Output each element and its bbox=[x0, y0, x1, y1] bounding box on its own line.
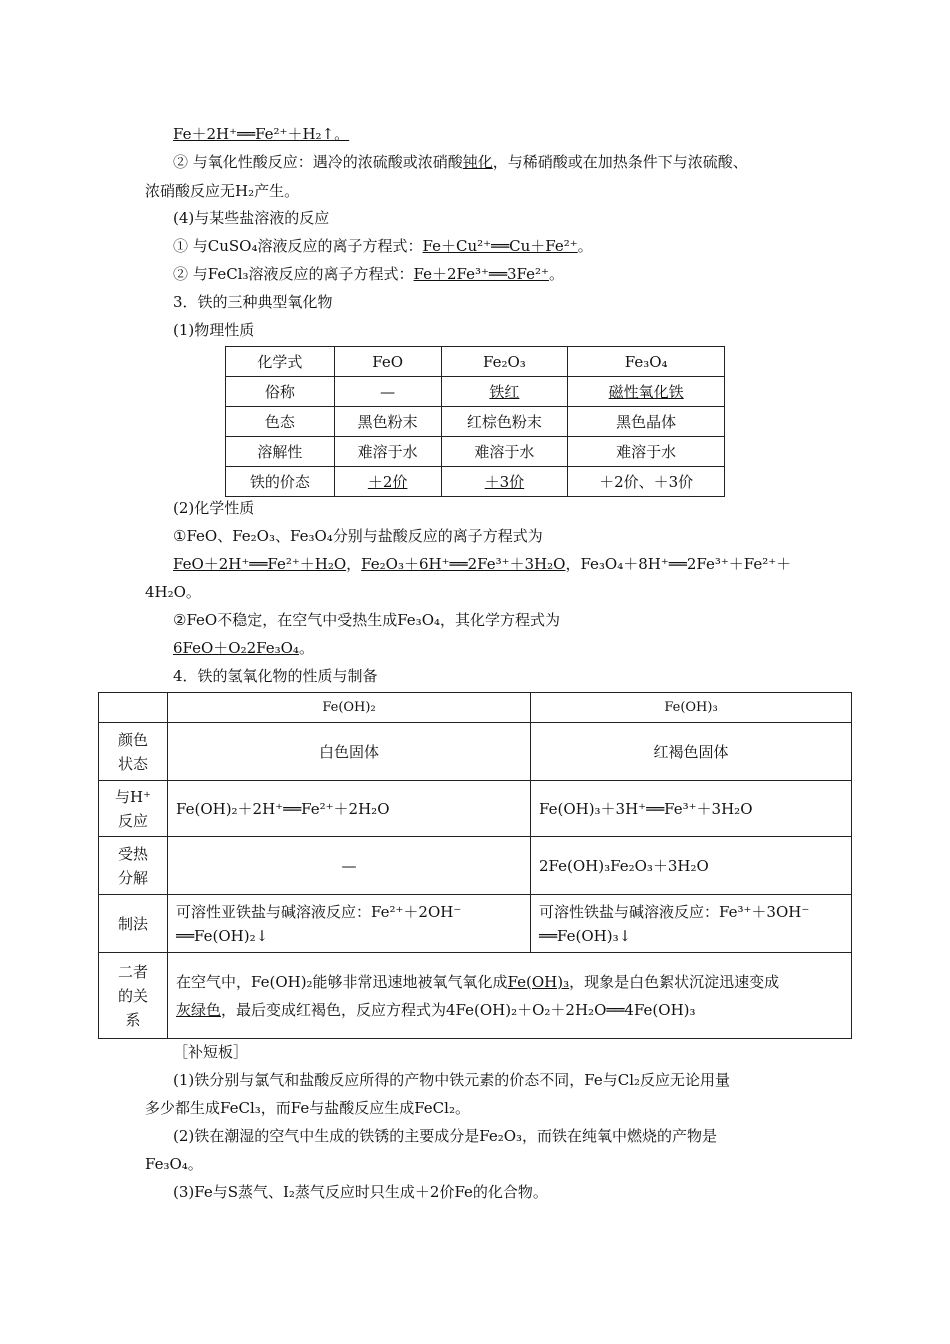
term-passivation: 钝化 bbox=[462, 153, 493, 171]
term-gray-green: 灰绿色 bbox=[176, 1000, 222, 1019]
table-cell: Fe(OH)₂＋2H⁺══Fe²⁺＋2H₂O bbox=[168, 781, 531, 837]
table-header-cell: 化学式 bbox=[226, 347, 335, 377]
equation-feo: FeO＋2H⁺══Fe²⁺＋H₂O bbox=[173, 555, 347, 573]
table-row bbox=[226, 437, 725, 467]
text-seg: 在空气中，Fe(OH)₂能够非常迅速地被氧气氧化成 bbox=[176, 972, 508, 991]
subheading-chemical: (2)化学性质 bbox=[173, 499, 255, 517]
equation-fecl3: Fe＋2Fe³⁺══3Fe²⁺ bbox=[413, 265, 549, 283]
text-seg: ，现象是白色絮状沉淀迅速变成 bbox=[569, 972, 780, 991]
label-text: 反应 bbox=[117, 811, 148, 830]
table-cell: — bbox=[168, 837, 531, 895]
table-cell: 黑色晶体 bbox=[568, 407, 725, 437]
table-cell bbox=[531, 895, 852, 953]
text-line: ②FeO不稳定，在空气中受热生成Fe₃O₄，其化学方程式为 bbox=[173, 611, 560, 629]
table-cell bbox=[334, 467, 441, 497]
table-cell: 红棕色粉末 bbox=[441, 407, 568, 437]
row-label-color bbox=[99, 723, 168, 781]
table-row bbox=[99, 953, 852, 1039]
term-feoh3: Fe(OH)₃ bbox=[507, 972, 570, 991]
table-cell-text: ＋2价 bbox=[367, 473, 408, 491]
table-cell: 2Fe(OH)₃Fe₂O₃＋3H₂O bbox=[531, 837, 852, 895]
subheading-physical: (1)物理性质 bbox=[173, 321, 255, 339]
label-text: 系 bbox=[125, 1010, 141, 1029]
table-cell: 色态 bbox=[226, 407, 335, 437]
table-header-cell: Fe(OH)₂ bbox=[168, 693, 531, 723]
row-label-relation bbox=[99, 953, 168, 1039]
equations-oxides-acid bbox=[173, 554, 791, 574]
cell-line: 可溶性铁盐与碱溶液反应：Fe³⁺＋3OH⁻ bbox=[539, 902, 810, 921]
table-cell: 难溶于水 bbox=[334, 437, 441, 467]
table-row bbox=[226, 467, 725, 497]
text-seg: 。 bbox=[298, 639, 314, 657]
table-row bbox=[99, 781, 852, 837]
text-cuso4 bbox=[173, 236, 593, 256]
section-heading-oxides: 3．铁的三种典型氧化物 bbox=[173, 293, 333, 311]
oxide-table bbox=[225, 346, 725, 497]
label-text: 分解 bbox=[117, 868, 148, 887]
section-heading-hydroxides: 4．铁的氢氧化物的性质与制备 bbox=[173, 667, 378, 685]
text-seg: ，最后变成红褐色，反应方程式为4Fe(OH)₂＋O₂＋2H₂O══4Fe(OH)₃ bbox=[221, 1000, 696, 1019]
note-line: 多少都生成FeCl₃，而Fe与盐酸反应生成FeCl₂。 bbox=[145, 1099, 470, 1117]
cell-line bbox=[176, 968, 851, 996]
table-cell: 铁的价态 bbox=[226, 467, 335, 497]
table-header-cell: Fe₂O₃ bbox=[441, 347, 568, 377]
table-cell bbox=[168, 895, 531, 953]
table-cell: — bbox=[334, 377, 441, 407]
table-row bbox=[99, 723, 852, 781]
equation-fe2o3: Fe₂O₃＋6H⁺══2Fe³⁺＋3H₂O bbox=[361, 555, 566, 573]
table-row bbox=[226, 377, 725, 407]
table-cell: 溶解性 bbox=[226, 437, 335, 467]
table-cell bbox=[568, 377, 725, 407]
table-header-cell: FeO bbox=[334, 347, 441, 377]
equation-feo-heat-line bbox=[173, 638, 314, 658]
text-seg: 。 bbox=[577, 237, 593, 255]
cell-line: ══Fe(OH)₃↓ bbox=[539, 926, 632, 945]
text-seg: ，与稀硝酸或在加热条件下与浓硫酸、 bbox=[492, 153, 748, 171]
table-row bbox=[99, 837, 852, 895]
text-fecl3 bbox=[173, 264, 564, 284]
table-cell: 难溶于水 bbox=[568, 437, 725, 467]
text-line: ①FeO、Fe₂O₃、Fe₃O₄分别与盐酸反应的离子方程式为 bbox=[173, 527, 543, 545]
table-row bbox=[99, 895, 852, 953]
row-label-acid bbox=[99, 781, 168, 837]
table-cell: 白色固体 bbox=[168, 723, 531, 781]
table-header-cell bbox=[99, 693, 168, 723]
equation-cuso4: Fe＋Cu²⁺══Cu＋Fe²⁺ bbox=[422, 237, 578, 255]
label-text: 颜色 bbox=[117, 730, 148, 749]
hydroxide-table bbox=[98, 692, 852, 1039]
table-cell: 俗称 bbox=[226, 377, 335, 407]
subheading-salt: (4)与某些盐溶液的反应 bbox=[173, 209, 330, 227]
label-text: 受热 bbox=[117, 844, 148, 863]
equation-feo-heat: 6FeO＋O₂2Fe₃O₄ bbox=[173, 639, 299, 657]
row-label-heat bbox=[99, 837, 168, 895]
text-seg: ， bbox=[346, 555, 362, 573]
relation-cell bbox=[168, 953, 852, 1039]
text-line: 浓硝酸反应无H₂产生。 bbox=[145, 182, 300, 200]
text-seg: ，Fe₃O₄＋8H⁺══2Fe³⁺＋Fe²⁺＋ bbox=[565, 555, 792, 573]
note-line: (3)Fe与S蒸气、I₂蒸气反应时只生成＋2价Fe的化合物。 bbox=[173, 1183, 548, 1201]
table-row bbox=[99, 693, 852, 723]
table-cell-text: 铁红 bbox=[489, 383, 520, 401]
table-row bbox=[226, 347, 725, 377]
table-header-cell: Fe₃O₄ bbox=[568, 347, 725, 377]
table-cell: 难溶于水 bbox=[441, 437, 568, 467]
cell-line: 可溶性亚铁盐与碱溶液反应：Fe²⁺＋2OH⁻ bbox=[176, 902, 462, 921]
table-cell-text: ＋3价 bbox=[484, 473, 525, 491]
table-header-cell: Fe(OH)₃ bbox=[531, 693, 852, 723]
note-line: (2)铁在潮湿的空气中生成的铁锈的主要成分是Fe₂O₃，而铁在纯氧中燃烧的产物是 bbox=[173, 1127, 718, 1145]
equation-fe-acid: Fe＋2H⁺══Fe²⁺＋H₂↑。 bbox=[173, 125, 350, 143]
label-text: 二者 bbox=[117, 962, 148, 981]
text-seg: ② 与FeCl₃溶液反应的离子方程式： bbox=[173, 265, 414, 283]
table-cell: Fe(OH)₃＋3H⁺══Fe³⁺＋3H₂O bbox=[531, 781, 852, 837]
text-seg: ② 与氧化性酸反应：遇冷的浓硫酸或浓硝酸 bbox=[173, 153, 463, 171]
text-oxidizing-acid bbox=[173, 152, 748, 172]
table-cell: ＋2价、＋3价 bbox=[568, 467, 725, 497]
text-seg: ① 与CuSO₄溶液反应的离子方程式： bbox=[173, 237, 423, 255]
notes-heading: ［补短板］ bbox=[173, 1043, 249, 1061]
label-text: 状态 bbox=[117, 754, 148, 773]
cell-line: ══Fe(OH)₂↓ bbox=[176, 926, 269, 945]
cell-line bbox=[176, 996, 851, 1024]
note-line: (1)铁分别与氯气和盐酸反应所得的产物中铁元素的价态不同，Fe与Cl₂反应无论用量 bbox=[173, 1071, 731, 1089]
table-row bbox=[226, 407, 725, 437]
table-cell: 红褐色固体 bbox=[531, 723, 852, 781]
text-seg: 。 bbox=[548, 265, 564, 283]
label-text: 的关 bbox=[117, 986, 148, 1005]
table-cell bbox=[441, 377, 568, 407]
table-cell bbox=[441, 467, 568, 497]
text-line: 4H₂O。 bbox=[145, 583, 201, 601]
table-cell: 黑色粉末 bbox=[334, 407, 441, 437]
row-label-prep: 制法 bbox=[99, 895, 168, 953]
table-cell-text: 磁性氧化铁 bbox=[608, 383, 684, 401]
note-line: Fe₃O₄。 bbox=[145, 1155, 203, 1173]
label-text: 与H⁺ bbox=[115, 787, 151, 806]
